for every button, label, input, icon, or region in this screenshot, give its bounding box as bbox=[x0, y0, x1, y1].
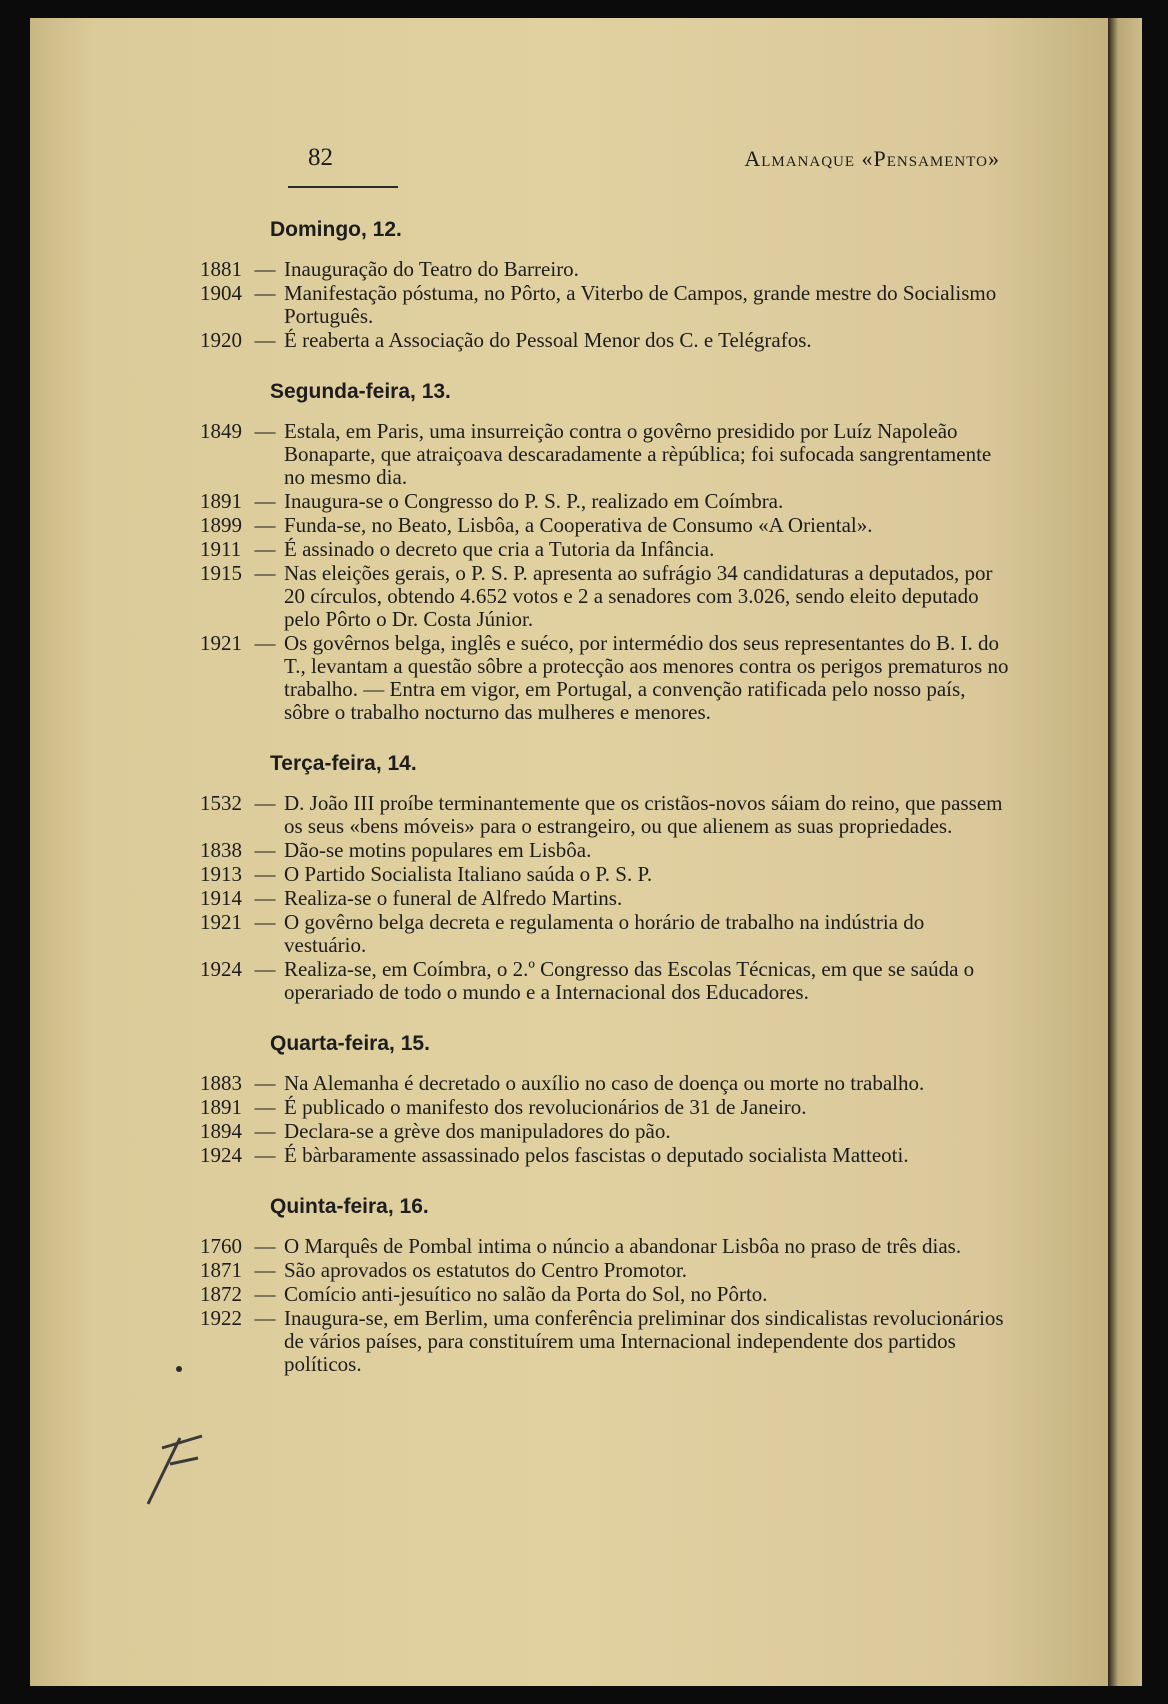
entry-text: Estala, em Paris, uma insurreição contra o govêrno presidido por Luíz Napoleão Bonaparte, que atraiçoava descaradamente a rèpública; foi sufocada sangrentamente no mesmo dia. bbox=[284, 419, 992, 489]
entry-year: 1921 bbox=[200, 910, 242, 934]
chronology-entry bbox=[200, 538, 1010, 561]
entry-year: 1924 bbox=[200, 1143, 242, 1167]
chronology-entry bbox=[200, 490, 1010, 513]
entry-year: 1915 bbox=[200, 561, 242, 585]
entry-text: Manifestação póstuma, no Pôrto, a Viterbo de Campos, grande mestre do Socialismo Português. bbox=[284, 281, 997, 328]
entry-year: 1914 bbox=[200, 886, 242, 910]
chronology-entry bbox=[200, 282, 1010, 328]
entry-year: 1760 bbox=[200, 1234, 242, 1258]
chronology-entry bbox=[200, 1235, 1010, 1258]
entry-dash: — bbox=[254, 561, 276, 585]
entry-dash: — bbox=[254, 957, 276, 981]
entry-dash: — bbox=[254, 1143, 276, 1167]
entry-text: São aprovados os estatutos do Centro Promotor. bbox=[284, 1258, 688, 1282]
day-section bbox=[200, 380, 1010, 724]
entry-dash: — bbox=[254, 886, 276, 910]
chronology-entry bbox=[200, 887, 1010, 910]
entry-dash: — bbox=[254, 419, 276, 443]
chronology-entry bbox=[200, 1072, 1010, 1095]
entry-text: D. João III proíbe terminantemente que os cristãos-novos sáiam do reino, que passem os seus «bens móveis» para o estrangeiro, ou que alienem as suas propriedades. bbox=[284, 791, 1003, 838]
chronology-entry bbox=[200, 1259, 1010, 1282]
chronology-entry bbox=[200, 958, 1010, 1004]
entry-text: É publicado o manifesto dos revolucionários de 31 de Janeiro. bbox=[284, 1095, 807, 1119]
entry-text: Comício anti-jesuítico no salão da Porta do Sol, no Pôrto. bbox=[284, 1282, 768, 1306]
chronology-entry bbox=[200, 911, 1010, 957]
day-section bbox=[200, 1195, 1010, 1376]
calendar-content bbox=[200, 218, 1010, 1404]
chronology-entry bbox=[200, 1096, 1010, 1119]
entry-dash: — bbox=[254, 1234, 276, 1258]
entry-year: 1891 bbox=[200, 489, 242, 513]
entry-text: Nas eleições gerais, o P. S. P. apresenta ao sufrágio 34 candidaturas a deputados, por 20 círculos, obtendo 4.652 votos e 2 a senadores com 3.026, sendo eleito deputado pelo Pôrto o Dr. Costa Júnior. bbox=[284, 561, 993, 631]
entry-text: Os govêrnos belga, inglês e suéco, por intermédio dos seus representantes do B. I. do T., levantam a questão sôbre a protecção aos menores contra os perigos prematuros no trabalho. — Entra em vigor, em Portugal, a convenção ratificada pelo nosso país, sôbre o trabalho nocturno das mulheres e menores. bbox=[284, 631, 1009, 724]
entry-year: 1924 bbox=[200, 957, 242, 981]
margin-dot bbox=[176, 1366, 182, 1372]
entry-year: 1913 bbox=[200, 862, 242, 886]
chronology-entry bbox=[200, 839, 1010, 862]
entry-text: É bàrbaramente assassinado pelos fascistas o deputado socialista Matteoti. bbox=[284, 1143, 909, 1167]
entry-text: Inaugura-se o Congresso do P. S. P., realizado em Coímbra. bbox=[284, 489, 784, 513]
entry-dash: — bbox=[254, 328, 276, 352]
entry-text: O govêrno belga decreta e regulamenta o horário de trabalho na indústria do vestuário. bbox=[284, 910, 925, 957]
entry-dash: — bbox=[254, 1282, 276, 1306]
entry-text: Realiza-se o funeral de Alfredo Martins. bbox=[284, 886, 623, 910]
entry-text: Inauguração do Teatro do Barreiro. bbox=[284, 257, 579, 281]
entry-dash: — bbox=[254, 489, 276, 513]
header-rule bbox=[288, 186, 398, 188]
entry-text: Inaugura-se, em Berlim, uma conferência preliminar dos sindicalistas revolucionários de vários países, para constituírem uma Internacional independente dos partidos políticos. bbox=[284, 1306, 1004, 1376]
entry-year: 1838 bbox=[200, 838, 242, 862]
entry-year: 1911 bbox=[200, 537, 242, 561]
entry-year: 1904 bbox=[200, 281, 242, 305]
entry-dash: — bbox=[254, 1095, 276, 1119]
chronology-entry bbox=[200, 632, 1010, 724]
entry-year: 1872 bbox=[200, 1282, 242, 1306]
running-title: Almanaque «Pensamento» bbox=[744, 146, 1000, 171]
entry-text: Funda-se, no Beato, Lisbôa, a Cooperativa de Consumo «A Oriental». bbox=[284, 513, 873, 537]
chronology-entry bbox=[200, 562, 1010, 631]
day-heading: Domingo, 12. bbox=[270, 218, 402, 241]
entry-year: 1871 bbox=[200, 1258, 242, 1282]
chronology-entry bbox=[200, 1283, 1010, 1306]
chronology-entry bbox=[200, 329, 1010, 352]
entry-year: 1921 bbox=[200, 631, 242, 655]
entry-year: 1922 bbox=[200, 1306, 242, 1330]
entry-year: 1881 bbox=[200, 257, 242, 281]
chronology-entry bbox=[200, 1120, 1010, 1143]
day-heading: Quarta-feira, 15. bbox=[270, 1032, 430, 1055]
entry-year: 1849 bbox=[200, 419, 242, 443]
chronology-entry bbox=[200, 1307, 1010, 1376]
entry-dash: — bbox=[254, 537, 276, 561]
chronology-entry bbox=[200, 514, 1010, 537]
page-number: 82 bbox=[308, 144, 333, 171]
entry-year: 1883 bbox=[200, 1071, 242, 1095]
entry-dash: — bbox=[254, 1306, 276, 1330]
entry-text: Declara-se a grève dos manipuladores do pão. bbox=[284, 1119, 671, 1143]
entry-dash: — bbox=[254, 513, 276, 537]
entry-text: O Partido Socialista Italiano saúda o P. S. P. bbox=[284, 862, 653, 886]
chronology-entry bbox=[200, 1144, 1010, 1167]
day-heading: Terça-feira, 14. bbox=[270, 752, 417, 775]
entry-dash: — bbox=[254, 281, 276, 305]
entry-dash: — bbox=[254, 1071, 276, 1095]
day-section bbox=[200, 752, 1010, 1004]
entry-text: O Marquês de Pombal intima o núncio a abandonar Lisbôa no praso de três dias. bbox=[284, 1234, 962, 1258]
entry-dash: — bbox=[254, 1119, 276, 1143]
day-heading: Quinta-feira, 16. bbox=[270, 1195, 429, 1218]
adjacent-page-edge bbox=[1108, 18, 1142, 1686]
day-heading: Segunda-feira, 13. bbox=[270, 380, 451, 403]
day-section bbox=[200, 1032, 1010, 1167]
pen-mark-icon bbox=[140, 1428, 210, 1508]
entry-dash: — bbox=[254, 910, 276, 934]
entry-year: 1891 bbox=[200, 1095, 242, 1119]
page-header bbox=[308, 140, 1008, 184]
entry-dash: — bbox=[254, 862, 276, 886]
entry-dash: — bbox=[254, 631, 276, 655]
entry-dash: — bbox=[254, 838, 276, 862]
entry-dash: — bbox=[254, 791, 276, 815]
entry-dash: — bbox=[254, 257, 276, 281]
entry-text: Na Alemanha é decretado o auxílio no caso de doença ou morte no trabalho. bbox=[284, 1071, 925, 1095]
entry-year: 1920 bbox=[200, 328, 242, 352]
day-section bbox=[200, 218, 1010, 352]
entry-dash: — bbox=[254, 1258, 276, 1282]
chronology-entry bbox=[200, 863, 1010, 886]
entry-text: É assinado o decreto que cria a Tutoria da Infância. bbox=[284, 537, 715, 561]
chronology-entry bbox=[200, 792, 1010, 838]
chronology-entry bbox=[200, 258, 1010, 281]
entry-year: 1899 bbox=[200, 513, 242, 537]
entry-text: É reaberta a Associação do Pessoal Menor dos C. e Telégrafos. bbox=[284, 328, 812, 352]
entry-text: Realiza-se, em Coímbra, o 2.º Congresso das Escolas Técnicas, em que se saúda o operariado de todo o mundo e a Internacional dos Educadores. bbox=[284, 957, 975, 1004]
entry-year: 1894 bbox=[200, 1119, 242, 1143]
chronology-entry bbox=[200, 420, 1010, 489]
entry-year: 1532 bbox=[200, 791, 242, 815]
entry-text: Dão-se motins populares em Lisbôa. bbox=[284, 838, 592, 862]
